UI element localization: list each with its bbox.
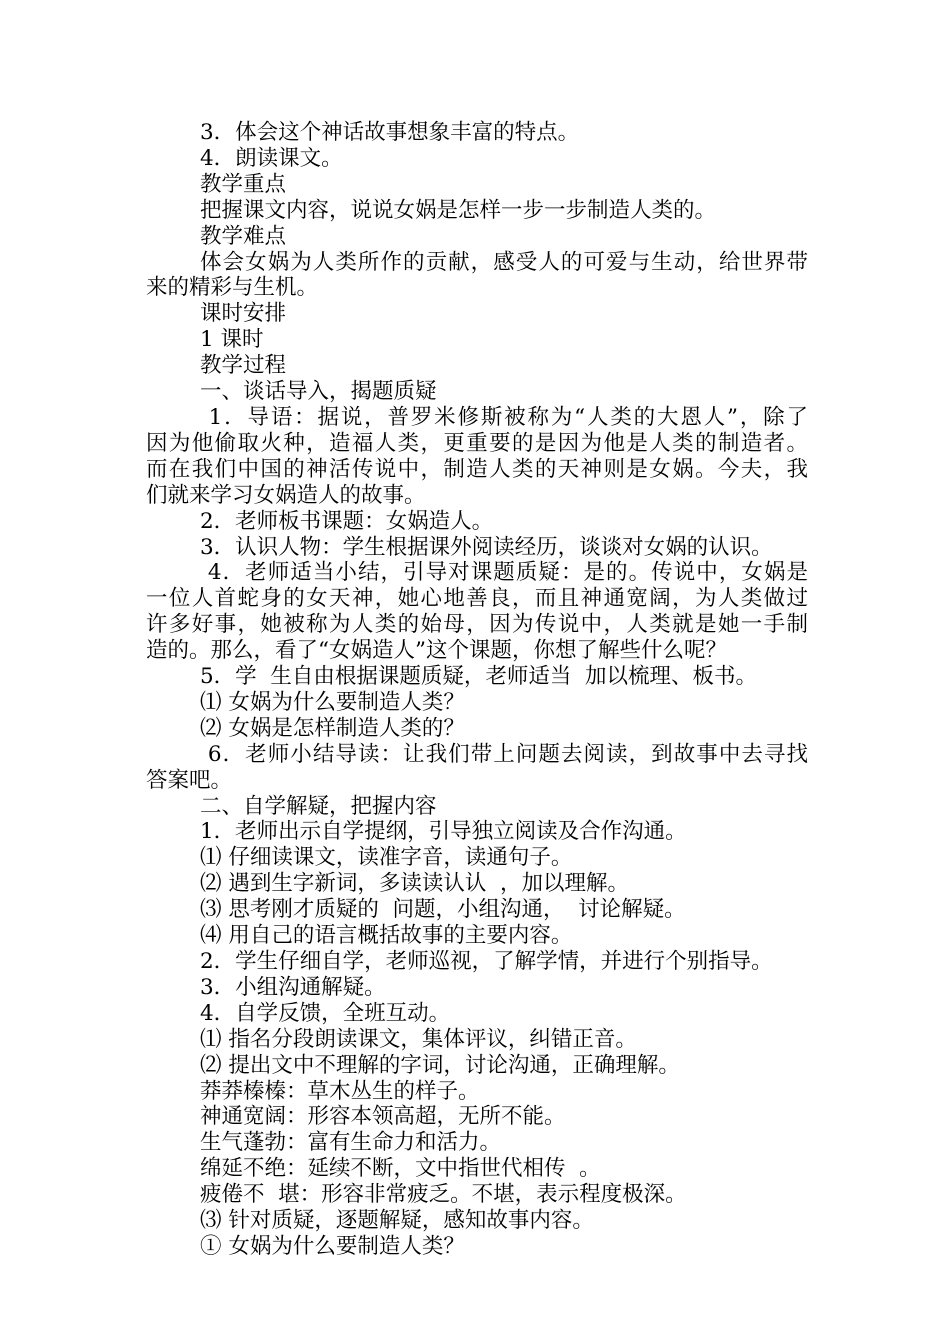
text-line: ① 女娲为什么要制造人类？ [200,1233,465,1259]
text-line: ⑶ 思考刚才质疑的 问题，小组沟通， 讨论解疑。 [200,897,686,923]
text-line: 体会女娲为人类所作的贡献，感受人的可爱与生动，给世界带 [200,249,808,275]
text-line: 绵延不绝：延续不断，文中指世代相传 。 [200,1156,601,1182]
text-line: 5．学 生自由根据课题质疑，老师适当 加以梳理、板书。 [200,664,758,690]
document-body [146,120,808,1260]
text-line: 3．认识人物：学生根据课外阅读经历，谈谈对女娲的认识。 [200,534,773,560]
text-line: 一、谈话导入，揭题质疑 [200,379,437,405]
text-line: ⑴ 女娲为什么要制造人类？ [200,689,465,715]
text-line: 2．学生仔细自学，老师巡视，了解学情，并进行个别指导。 [200,949,773,974]
text-line: 疲倦不 堪：形容非常疲乏。不堪，表示程度极深。 [200,1182,687,1208]
text-line: ⑵ 女娲是怎样制造人类的？ [200,715,465,741]
text-line: 神通宽阔：形容本领高超，无所不能。 [200,1104,566,1130]
text-line: 因为他偷取火种，造福人类，更重要的是因为他是人类的制造者。 [146,430,808,456]
text-line: ⑴ 仔细读课文，读准字音，读通句子。 [200,845,573,871]
text-line: 二、自学解疑，把握内容 [200,793,437,819]
text-line: ⑵ 提出文中不理解的字词，讨论沟通，正确理解。 [200,1052,680,1078]
text-line: 把握课文内容，说说女娲是怎样一步一步制造人类的。 [200,197,717,223]
text-line: 3．小组沟通解疑。 [200,974,386,1000]
text-line: 教学难点 [200,223,287,249]
text-line: 生气蓬勃：富有生命力和活力。 [200,1130,502,1156]
text-line: ⑷ 用自己的语言概括故事的主要内容。 [200,923,573,949]
text-line: 2．老师板书课题：女娲造人。 [200,508,494,534]
text-line: 教学过程 [200,353,287,379]
text-line: ⑶ 针对质疑，逐题解疑，感知故事内容。 [200,1208,594,1234]
text-line: 来的精彩与生机。 [146,275,319,301]
text-line: 1．导语：据说，普罗米修斯被称为“人类的大恩人”，除了 [200,404,808,430]
text-line: 造的。那么，看了“女娲造人”这个课题，你想了解些什么呢？ [146,638,727,664]
text-line: 课时安排 [200,301,287,327]
text-line: ⑴ 指名分段朗读课文，集体评议，纠错正音。 [200,1026,637,1052]
text-line: 莽莽榛榛：草木丛生的样子。 [200,1078,480,1104]
text-line: 4．朗读课文。 [200,145,343,171]
text-line: 1．老师出示自学提纲，引导独立阅读及合作沟通。 [200,819,687,845]
text-line: 1 课时 [200,327,264,353]
text-line: 4．老师适当小结，引导对课题质疑：是的。传说中，女娲是 [200,560,808,586]
text-line: 教学重点 [200,171,287,197]
text-line: ⑵ 遇到生字新词，多读读认认 ，加以理解。 [200,871,630,897]
text-line: 4．自学反馈，全班互动。 [200,1000,451,1026]
text-line: 许多好事，她被称为人类的始母，因为传说中，人类就是她一手制 [146,612,808,638]
text-line: 而在我们中国的神活传说中，制造人类的天神则是女娲。今夫，我 [146,456,808,482]
text-line: 们就来学习女娲造人的故事。 [146,482,426,508]
text-line: 3．体会这个神话故事想象丰富的特点。 [200,120,580,145]
text-line: 6．老师小结导读：让我们带上问题去阅读，到故事中去寻找 [200,741,808,767]
text-line: 一位人首蛇身的女天神，她心地善良，而且神通宽阔，为人类做过 [146,586,808,612]
text-line: 答案吧。 [146,767,233,793]
